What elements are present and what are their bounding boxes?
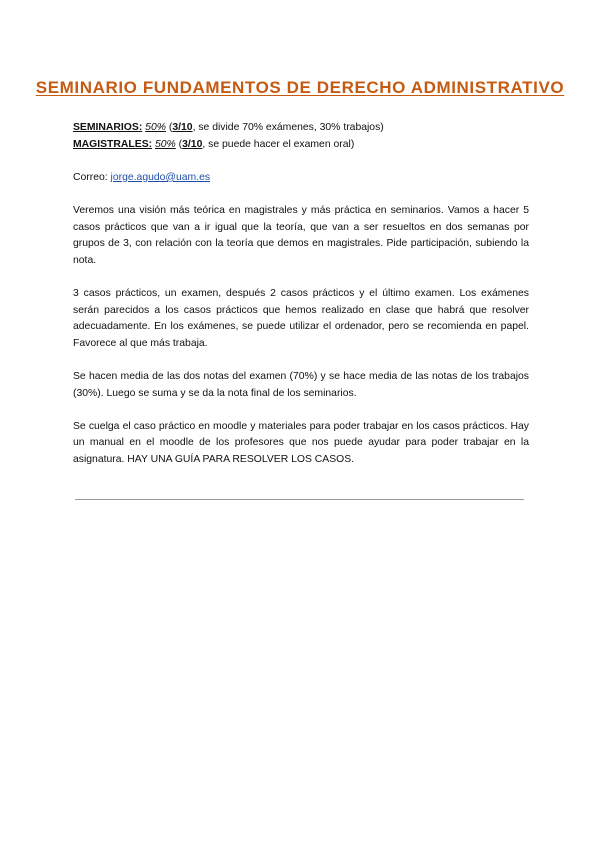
grading-seminarios	[73, 120, 529, 137]
paragraph-3: Se hacen media de las dos notas del examen (70%) y se hace media de las notas de los trabajos (30%). Luego se suma y se da la nota final de los seminarios.	[73, 370, 529, 399]
seminarios-open: (	[165, 122, 173, 133]
contact-line	[73, 170, 529, 187]
magistrales-rest: , se puede hacer el examen oral)	[202, 138, 355, 150]
paragraph-4: Se cuelga el caso práctico en moodle y materiales para poder trabajar en los casos prácticos. Hay un manual en el moodle de los profesores que nos puede ayudar para poder trabajar en la asignatura. HAY UNA GUÍA PARA RESOLVER LOS CASOS.	[73, 420, 529, 465]
seminarios-percent: 50%	[145, 122, 166, 133]
paragraph-2: 3 casos prácticos, un examen, después 2 casos prácticos y el último examen. Los exámenes serán parecidos a los casos prácticos que hemos realizado en clase que habrá que resolver adecuadamente. En los exámenes, se puede utilizar el ordenador, pero se recomienda en papel. Favorece al que más trabaja.	[73, 287, 529, 349]
document-body	[73, 120, 529, 468]
document-title: SEMINARIO FUNDAMENTOS DE DERECHO ADMINISTRATIVO	[35, 78, 565, 97]
contact-label: Correo:	[73, 171, 111, 183]
grading-magistrales	[73, 137, 529, 154]
email-link[interactable]: jorge.agudo@uam.es	[110, 171, 211, 183]
magistrales-score: 3/10	[182, 138, 203, 150]
seminarios-score: 3/10	[172, 122, 193, 133]
magistrales-percent: 50%	[154, 138, 176, 150]
seminarios-label: SEMINARIOS:	[73, 122, 143, 133]
seminarios-rest: , se divide 70% exámenes, 30% trabajos)	[192, 122, 384, 133]
paragraph-1: Veremos una visión más teórica en magistrales y más práctica en seminarios. Vamos a hacer 5 casos prácticos que van a ir igual que la teoría, que van a ser resueltos en dos semanas por grupos de 3, con relación con la teoría que demos en magistrales. Pide participación, subiendo la nota.	[73, 204, 529, 266]
magistrales-open: (	[175, 138, 183, 150]
magistrales-label: MAGISTRALES:	[73, 138, 153, 150]
horizontal-rule	[75, 499, 524, 500]
